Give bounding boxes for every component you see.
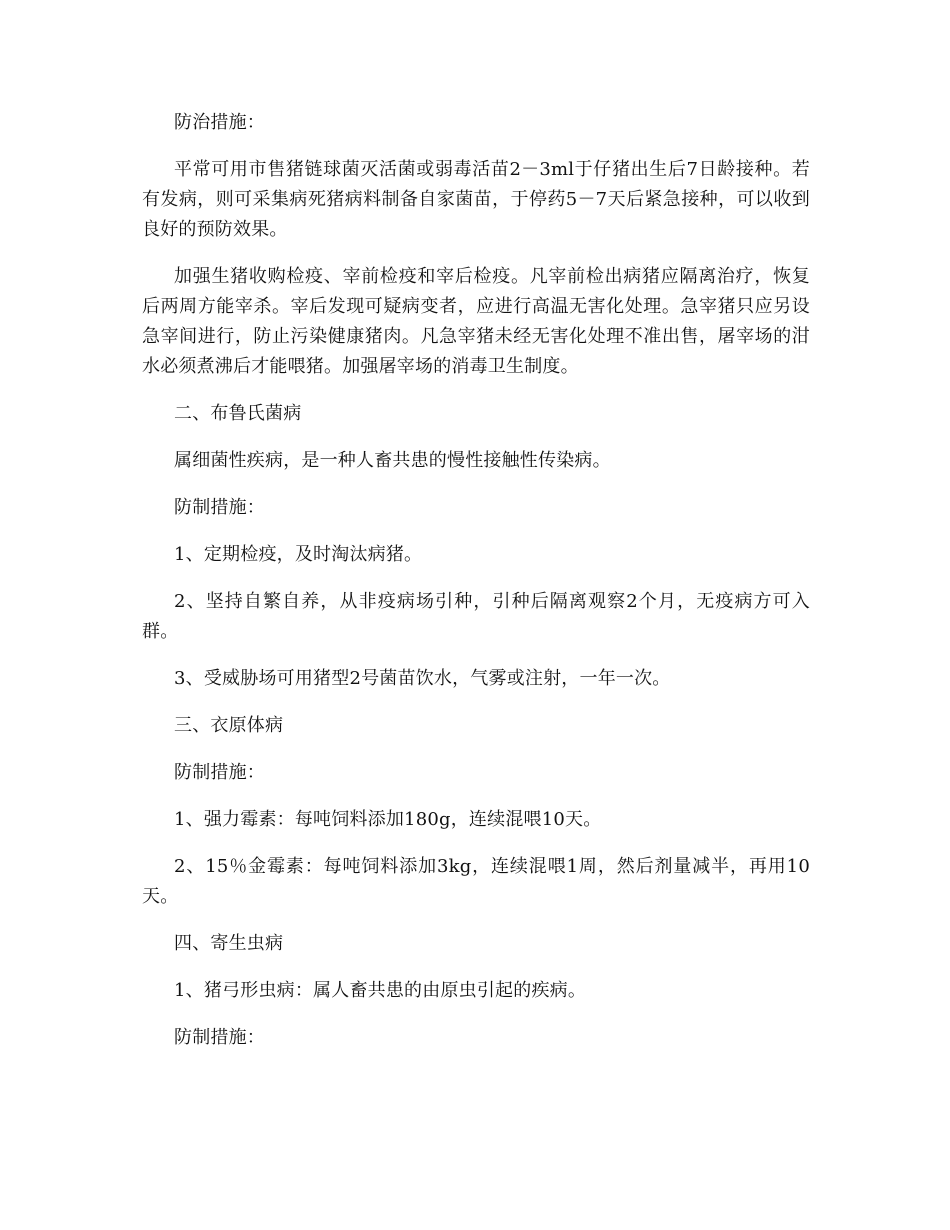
list-item-toxoplasmosis: 1、猪弓形虫病：属人畜共患的由原虫引起的疾病。 [174, 980, 587, 1001]
list-item-vaccine: 3、受威胁场可用猪型2号菌苗饮水，气雾或注射，一年一次。 [174, 668, 671, 689]
paragraph-inspection: 加强生猪收购检疫、宰前检疫和宰后检疫。凡宰前检出病猪应隔离治疗，恢复后两周方能宰杀。宰后发现可疑病变者，应进行高温无害化处理。急宰猪只应另设急宰间进行，防止污染健康猪肉。凡急宰猪未经无害化处理不准出售，屠宰场的泔水必须煮沸后才能喂猪。加强屠宰场的消毒卫生制度。 [142, 266, 810, 377]
list-item-chlortetracycline: 2、15％金霉素：每吨饲料添加3kg，连续混喂1周，然后剂量减半，再用10天。 [142, 856, 810, 907]
document-body [142, 108, 810, 1070]
heading-prevention-measures: 防治措施： [174, 112, 265, 133]
section-heading-parasitic-disease: 四、寄生虫病 [174, 933, 284, 954]
section-heading-chlamydia: 三、衣原体病 [174, 715, 284, 736]
list-item-doxycycline: 1、强力霉素：每吨饲料添加180g，连续混喂10天。 [174, 809, 602, 830]
paragraph-vaccination: 平常可用市售猪链球菌灭活菌或弱毒活苗2－3ml于仔猪出生后7日龄接种。若有发病，则可采集病死猪病料制备自家菌苗，于停药5－7天后紧急接种，可以收到良好的预防效果。 [142, 159, 810, 240]
heading-control-measures: 防制措施： [174, 1027, 265, 1048]
heading-control-measures: 防制措施： [174, 762, 265, 783]
section-heading-brucellosis: 二、布鲁氏菌病 [174, 403, 302, 424]
paragraph-brucellosis-description: 属细菌性疾病，是一种人畜共患的慢性接触性传染病。 [174, 450, 611, 471]
heading-control-measures: 防制措施： [174, 497, 265, 518]
list-item-self-breeding: 2、坚持自繁自养，从非疫病场引种，引种后隔离观察2个月，无疫病方可入群。 [142, 591, 810, 642]
list-item-regular-quarantine: 1、定期检疫，及时淘汰病猪。 [174, 544, 423, 565]
